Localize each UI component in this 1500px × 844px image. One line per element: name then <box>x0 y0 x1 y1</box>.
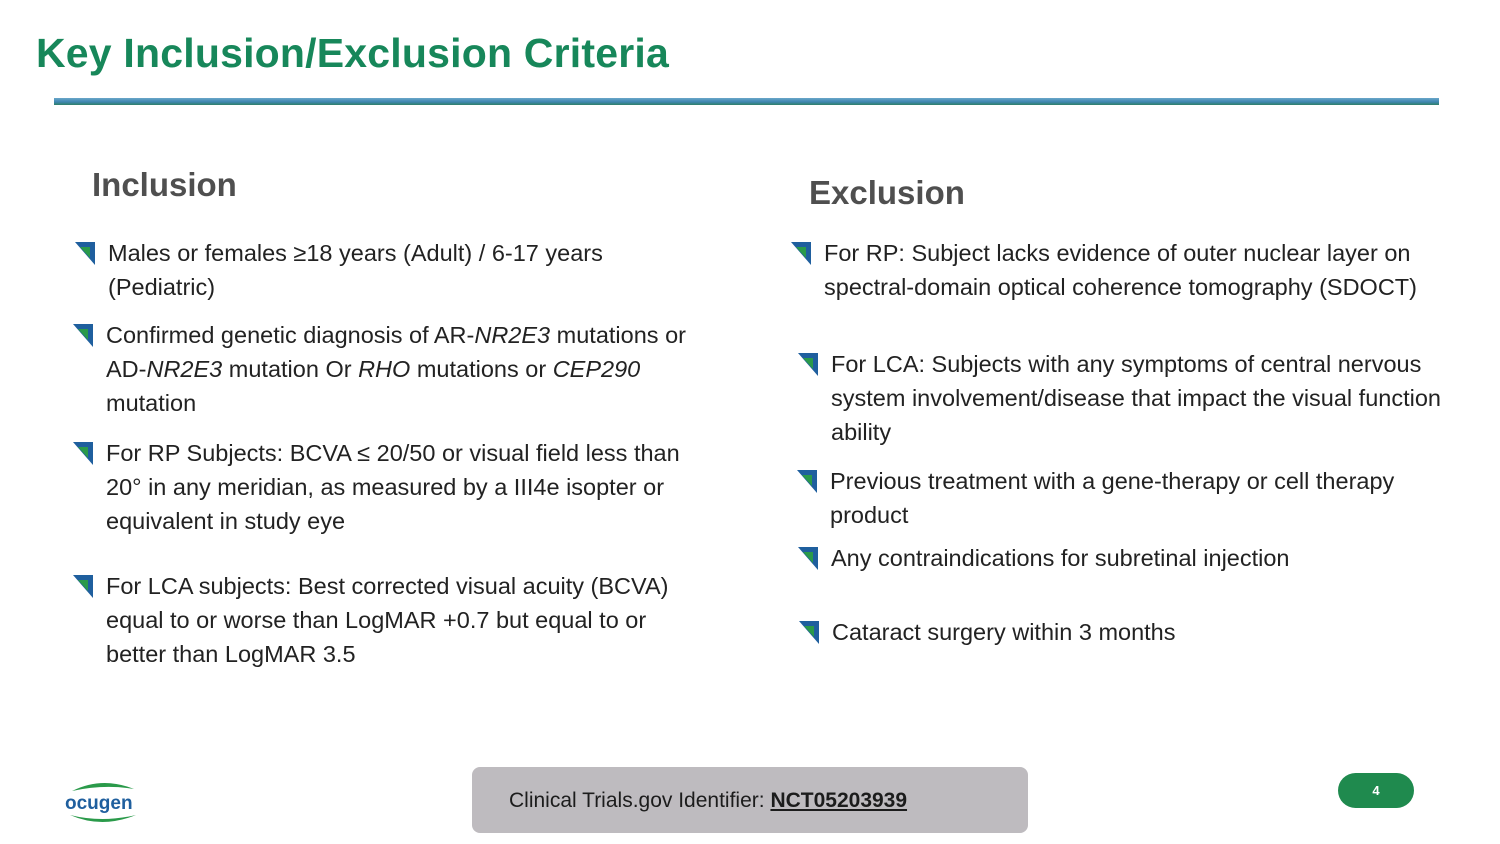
page-number-badge: 4 <box>1338 773 1414 808</box>
text-run: mutation <box>106 390 197 416</box>
exclusion-item-text <box>830 464 1396 532</box>
text-run: Confirmed genetic diagnosis of AR- <box>106 322 475 348</box>
inclusion-item <box>72 318 722 420</box>
gene-name-italic: NR2E3 <box>474 322 551 348</box>
text-run: For LCA: Subjects with any symptoms of central nervous system involvement/disease that impact the visual function ability <box>831 351 1441 445</box>
exclusion-item <box>798 615 1438 649</box>
inclusion-item-text <box>106 318 722 420</box>
triangle-bullet-icon <box>72 572 94 598</box>
text-run: For RP: Subject lacks evidence of outer nuclear layer on spectral-domain optical coherence tomography (SDOCT) <box>824 240 1417 300</box>
text-run: Previous treatment with a gene-therapy or cell therapy product <box>830 468 1395 528</box>
exclusion-item-text <box>832 615 1176 649</box>
text-run: Males or females ≥18 years (Adult) / 6-17 years (Pediatric) <box>108 240 603 300</box>
triangle-bullet-icon <box>72 439 94 465</box>
triangle-bullet-icon <box>72 321 94 347</box>
triangle-bullet-icon <box>797 544 819 570</box>
exclusion-item <box>796 464 1396 532</box>
logo-wordmark: ocugen <box>65 793 133 814</box>
triangle-bullet-icon <box>798 618 820 644</box>
identifier-label: Clinical Trials.gov Identifier: <box>509 789 771 812</box>
inclusion-item-text <box>106 436 682 538</box>
clinical-trials-identifier-box <box>472 767 1028 833</box>
triangle-bullet-icon <box>74 239 96 265</box>
gene-name-italic: NR2E3 <box>146 356 223 382</box>
exclusion-item <box>797 541 1437 575</box>
exclusion-heading: Exclusion <box>809 174 965 211</box>
inclusion-item-text <box>106 569 682 671</box>
inclusion-item <box>72 436 682 538</box>
exclusion-item <box>790 236 1480 304</box>
exclusion-item-text <box>831 347 1492 449</box>
gene-name-italic: CEP290 <box>552 356 641 382</box>
triangle-bullet-icon <box>796 467 818 493</box>
exclusion-item-text <box>824 236 1480 304</box>
inclusion-item <box>74 236 614 304</box>
text-run: Cataract surgery within 3 months <box>832 619 1176 645</box>
text-run: mutation Or <box>222 356 359 382</box>
triangle-bullet-icon <box>790 239 812 265</box>
inclusion-heading: Inclusion <box>92 166 237 203</box>
clinical-trials-identifier <box>509 789 907 813</box>
text-run: mutations or AD- <box>106 322 686 382</box>
exclusion-item <box>797 347 1492 449</box>
title-divider <box>54 98 1439 105</box>
gene-name-italic: RHO <box>358 356 411 382</box>
text-run: For RP Subjects: BCVA ≤ 20/50 or visual field less than 20° in any meridian, as measured by a III4e isopter or equivalent in study eye <box>106 440 680 534</box>
identifier-link[interactable]: NCT05203939 <box>770 789 908 812</box>
inclusion-item-text <box>108 236 614 304</box>
text-run: mutations or <box>410 356 553 382</box>
ocugen-logo <box>58 778 148 828</box>
inclusion-item <box>72 569 682 671</box>
text-run: For LCA subjects: Best corrected visual acuity (BCVA) equal to or worse than LogMAR +0.7 but equal to or better than LogMAR 3.5 <box>106 573 669 667</box>
exclusion-item-text <box>831 541 1290 575</box>
text-run: Any contraindications for subretinal injection <box>831 545 1290 571</box>
page-title: Key Inclusion/Exclusion Criteria <box>36 30 669 76</box>
triangle-bullet-icon <box>797 350 819 376</box>
